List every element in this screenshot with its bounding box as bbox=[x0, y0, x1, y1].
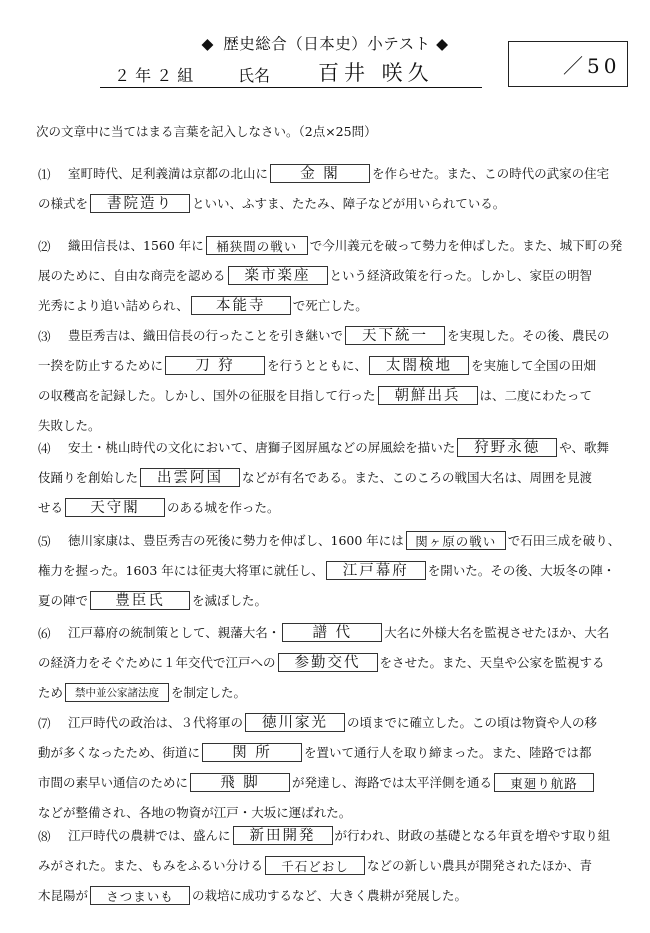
question-line bbox=[68, 712, 597, 732]
answer-box[interactable]: 千石どおし bbox=[265, 856, 365, 875]
question-text: 市間の素早い通信のために bbox=[38, 775, 189, 790]
answer-box[interactable]: 出雲阿国 bbox=[140, 468, 240, 487]
question-number: ⑸ bbox=[38, 534, 51, 549]
answer-box[interactable]: さつまいも bbox=[90, 886, 190, 905]
question-line bbox=[38, 560, 615, 580]
question-text: の栽培に成功するなど、大きく農耕が発展した。 bbox=[192, 888, 468, 903]
title-text: 歴史総合（日本史）小テスト bbox=[223, 35, 431, 53]
question-line bbox=[68, 235, 622, 255]
question-text: 江戸時代の農耕では、盛んに bbox=[68, 828, 231, 843]
question-text: といい、ふすま、たたみ、障子などが用いられている。 bbox=[192, 196, 506, 211]
question-line bbox=[38, 355, 596, 375]
diamond-icon: ◆ bbox=[436, 35, 449, 53]
question-text: を滅ぼした。 bbox=[192, 593, 268, 608]
question-number: ⑹ bbox=[38, 626, 51, 641]
answer-box[interactable]: 金 閣 bbox=[270, 164, 370, 183]
question-text: を行うとともに、 bbox=[267, 358, 368, 373]
answer-box[interactable]: 禁中並公家諸法度 bbox=[65, 683, 169, 702]
diamond-icon: ◆ bbox=[201, 35, 214, 53]
question-line bbox=[38, 193, 505, 213]
question-text: という経済政策を行った。しかし、家臣の明智 bbox=[329, 268, 593, 283]
question-number: ⑶ bbox=[38, 329, 51, 344]
question-line bbox=[38, 885, 467, 905]
question-text: 大名に外様大名を監視させたほか、大名 bbox=[384, 625, 610, 640]
question-number: ⑷ bbox=[38, 441, 51, 456]
question-text: の頃までに確立した。この頃は物資や人の移 bbox=[347, 715, 598, 730]
question-text: 織田信長は、1560 年に bbox=[68, 238, 204, 253]
answer-box[interactable]: 刀 狩 bbox=[165, 356, 265, 375]
answer-box[interactable]: 東廻り航路 bbox=[494, 773, 594, 792]
answer-box[interactable]: 豊臣氏 bbox=[90, 591, 190, 610]
question-text: 室町時代、足利義満は京都の北山に bbox=[68, 166, 269, 181]
answer-box[interactable]: 飛 脚 bbox=[190, 773, 290, 792]
question-text: を実現した。その後、農民の bbox=[447, 328, 610, 343]
answer-box[interactable]: 天下統一 bbox=[345, 326, 445, 345]
answer-box[interactable]: 桶狭間の戦い bbox=[206, 236, 308, 255]
question-text: の様式を bbox=[38, 196, 89, 211]
question-text: 権力を握った。1603 年には征夷大将軍に就任し、 bbox=[38, 563, 324, 578]
answer-box[interactable]: 参勤交代 bbox=[278, 653, 378, 672]
answer-box[interactable]: 譜 代 bbox=[282, 623, 382, 642]
answer-box[interactable]: 天守閣 bbox=[65, 498, 165, 517]
question-text: が発達し、海路では太平洋側を通る bbox=[292, 775, 493, 790]
score-box bbox=[508, 41, 628, 87]
question-text: を置いて通行人を取り締まった。また、陸路では都 bbox=[304, 745, 592, 760]
question-line bbox=[38, 742, 592, 762]
question-text: で死亡した。 bbox=[292, 298, 368, 313]
question-line bbox=[68, 622, 609, 642]
question-line bbox=[38, 855, 592, 875]
question-line bbox=[38, 497, 280, 517]
question-text: 木昆陽が bbox=[38, 888, 89, 903]
answer-box[interactable]: 本能寺 bbox=[191, 296, 291, 315]
question-number: ⑴ bbox=[38, 167, 51, 182]
question-text: せる bbox=[38, 500, 64, 515]
question-text: で今川義元を破って勢力を伸ばした。また、城下町の発 bbox=[309, 238, 623, 253]
question-text: のある城を作った。 bbox=[167, 500, 280, 515]
question-text: 江戸幕府の統制策として、親藩大名・ bbox=[68, 625, 281, 640]
question-text: 光秀により追い詰められ、 bbox=[38, 298, 189, 313]
question-line bbox=[38, 385, 592, 405]
question-text: の経済力をそぐために１年交代で江戸への bbox=[38, 655, 276, 670]
question-text: などの新しい農具が開発されたほか、青 bbox=[367, 858, 593, 873]
question-text: 安土・桃山時代の文化において、唐獅子図屏風などの屏風絵を描いた bbox=[68, 440, 456, 455]
question-text: 動が多くなったため、街道に bbox=[38, 745, 201, 760]
question-text: 徳川家康は、豊臣秀吉の死後に勢力を伸ばし、1600 年には bbox=[68, 533, 404, 548]
question-text: 江戸時代の政治は、３代将軍の bbox=[68, 715, 244, 730]
answer-box[interactable]: 太閤検地 bbox=[369, 356, 469, 375]
question-text: を作らせた。また、この時代の武家の住宅 bbox=[372, 166, 610, 181]
answer-box[interactable]: 徳川家光 bbox=[245, 713, 345, 732]
score-text: ／50 bbox=[563, 54, 621, 78]
question-text: の収穫高を記録した。しかし、国外の征服を目指して行った bbox=[38, 388, 376, 403]
question-number: ⑵ bbox=[38, 239, 51, 254]
answer-box[interactable]: 狩野永徳 bbox=[457, 438, 557, 457]
question-line bbox=[38, 652, 605, 672]
answer-box[interactable]: 関 所 bbox=[202, 743, 302, 762]
question-line bbox=[38, 590, 267, 610]
class-label: ２ 年 ２ 組 bbox=[114, 66, 194, 85]
question-text: を実施して全国の田畑 bbox=[471, 358, 597, 373]
question-line bbox=[38, 682, 246, 702]
question-text: みがされた。また、もみをふるい分ける bbox=[38, 858, 264, 873]
question-line bbox=[38, 772, 596, 792]
question-line bbox=[38, 802, 351, 822]
question-text: などが整備され、各地の物資が江戸・大坂に運ばれた。 bbox=[38, 805, 352, 820]
question-line bbox=[68, 325, 610, 345]
question-text: 夏の陣で bbox=[38, 593, 89, 608]
question-text: が行われ、財政の基礎となる年貢を増やす取り組 bbox=[334, 828, 611, 843]
question-line bbox=[68, 437, 609, 457]
question-text: 伎踊りを創始した bbox=[38, 470, 139, 485]
answer-box[interactable]: 書院造り bbox=[90, 194, 190, 213]
question-number: ⑺ bbox=[38, 716, 51, 731]
question-line bbox=[38, 265, 592, 285]
question-text: をさせた。また、天皇や公家を監視する bbox=[379, 655, 605, 670]
question-text: を制定した。 bbox=[171, 685, 247, 700]
question-text: 失敗した。 bbox=[38, 418, 101, 433]
name-label: 氏名 bbox=[238, 66, 271, 85]
question-text: は、二度にわたって bbox=[479, 388, 593, 403]
question-text: を開いた。その後、大坂冬の陣・ bbox=[427, 563, 616, 578]
question-number: ⑻ bbox=[38, 829, 51, 844]
question-line bbox=[68, 530, 620, 550]
question-text: 展のために、自由な商売を認める bbox=[38, 268, 226, 283]
name-line bbox=[100, 55, 482, 88]
question-line bbox=[68, 163, 609, 183]
question-text: ため bbox=[38, 685, 64, 700]
question-line bbox=[68, 825, 610, 845]
answer-box[interactable]: 江戸幕府 bbox=[326, 561, 426, 580]
student-name[interactable]: 百井 咲久 bbox=[318, 61, 434, 85]
question-text: や、歌舞 bbox=[559, 440, 610, 455]
question-line bbox=[38, 467, 592, 487]
question-text: で石田三成を破り、 bbox=[507, 533, 621, 548]
question-line bbox=[38, 415, 101, 435]
instructions: 次の文章中に当てはまる言葉を記入しなさい。（2点×25問） bbox=[36, 124, 377, 139]
answer-box[interactable]: 朝鮮出兵 bbox=[378, 386, 478, 405]
question-text: 豊臣秀吉は、織田信長の行ったことを引き継いで bbox=[68, 328, 344, 343]
question-text: などが有名である。また、このころの戦国大名は、周囲を見渡 bbox=[242, 470, 593, 485]
answer-box[interactable]: 新田開発 bbox=[233, 826, 333, 845]
answer-box[interactable]: 楽市楽座 bbox=[228, 266, 328, 285]
question-text: 一揆を防止するために bbox=[38, 358, 164, 373]
question-line bbox=[38, 295, 368, 315]
answer-box[interactable]: 関ヶ原の戦い bbox=[406, 531, 506, 550]
